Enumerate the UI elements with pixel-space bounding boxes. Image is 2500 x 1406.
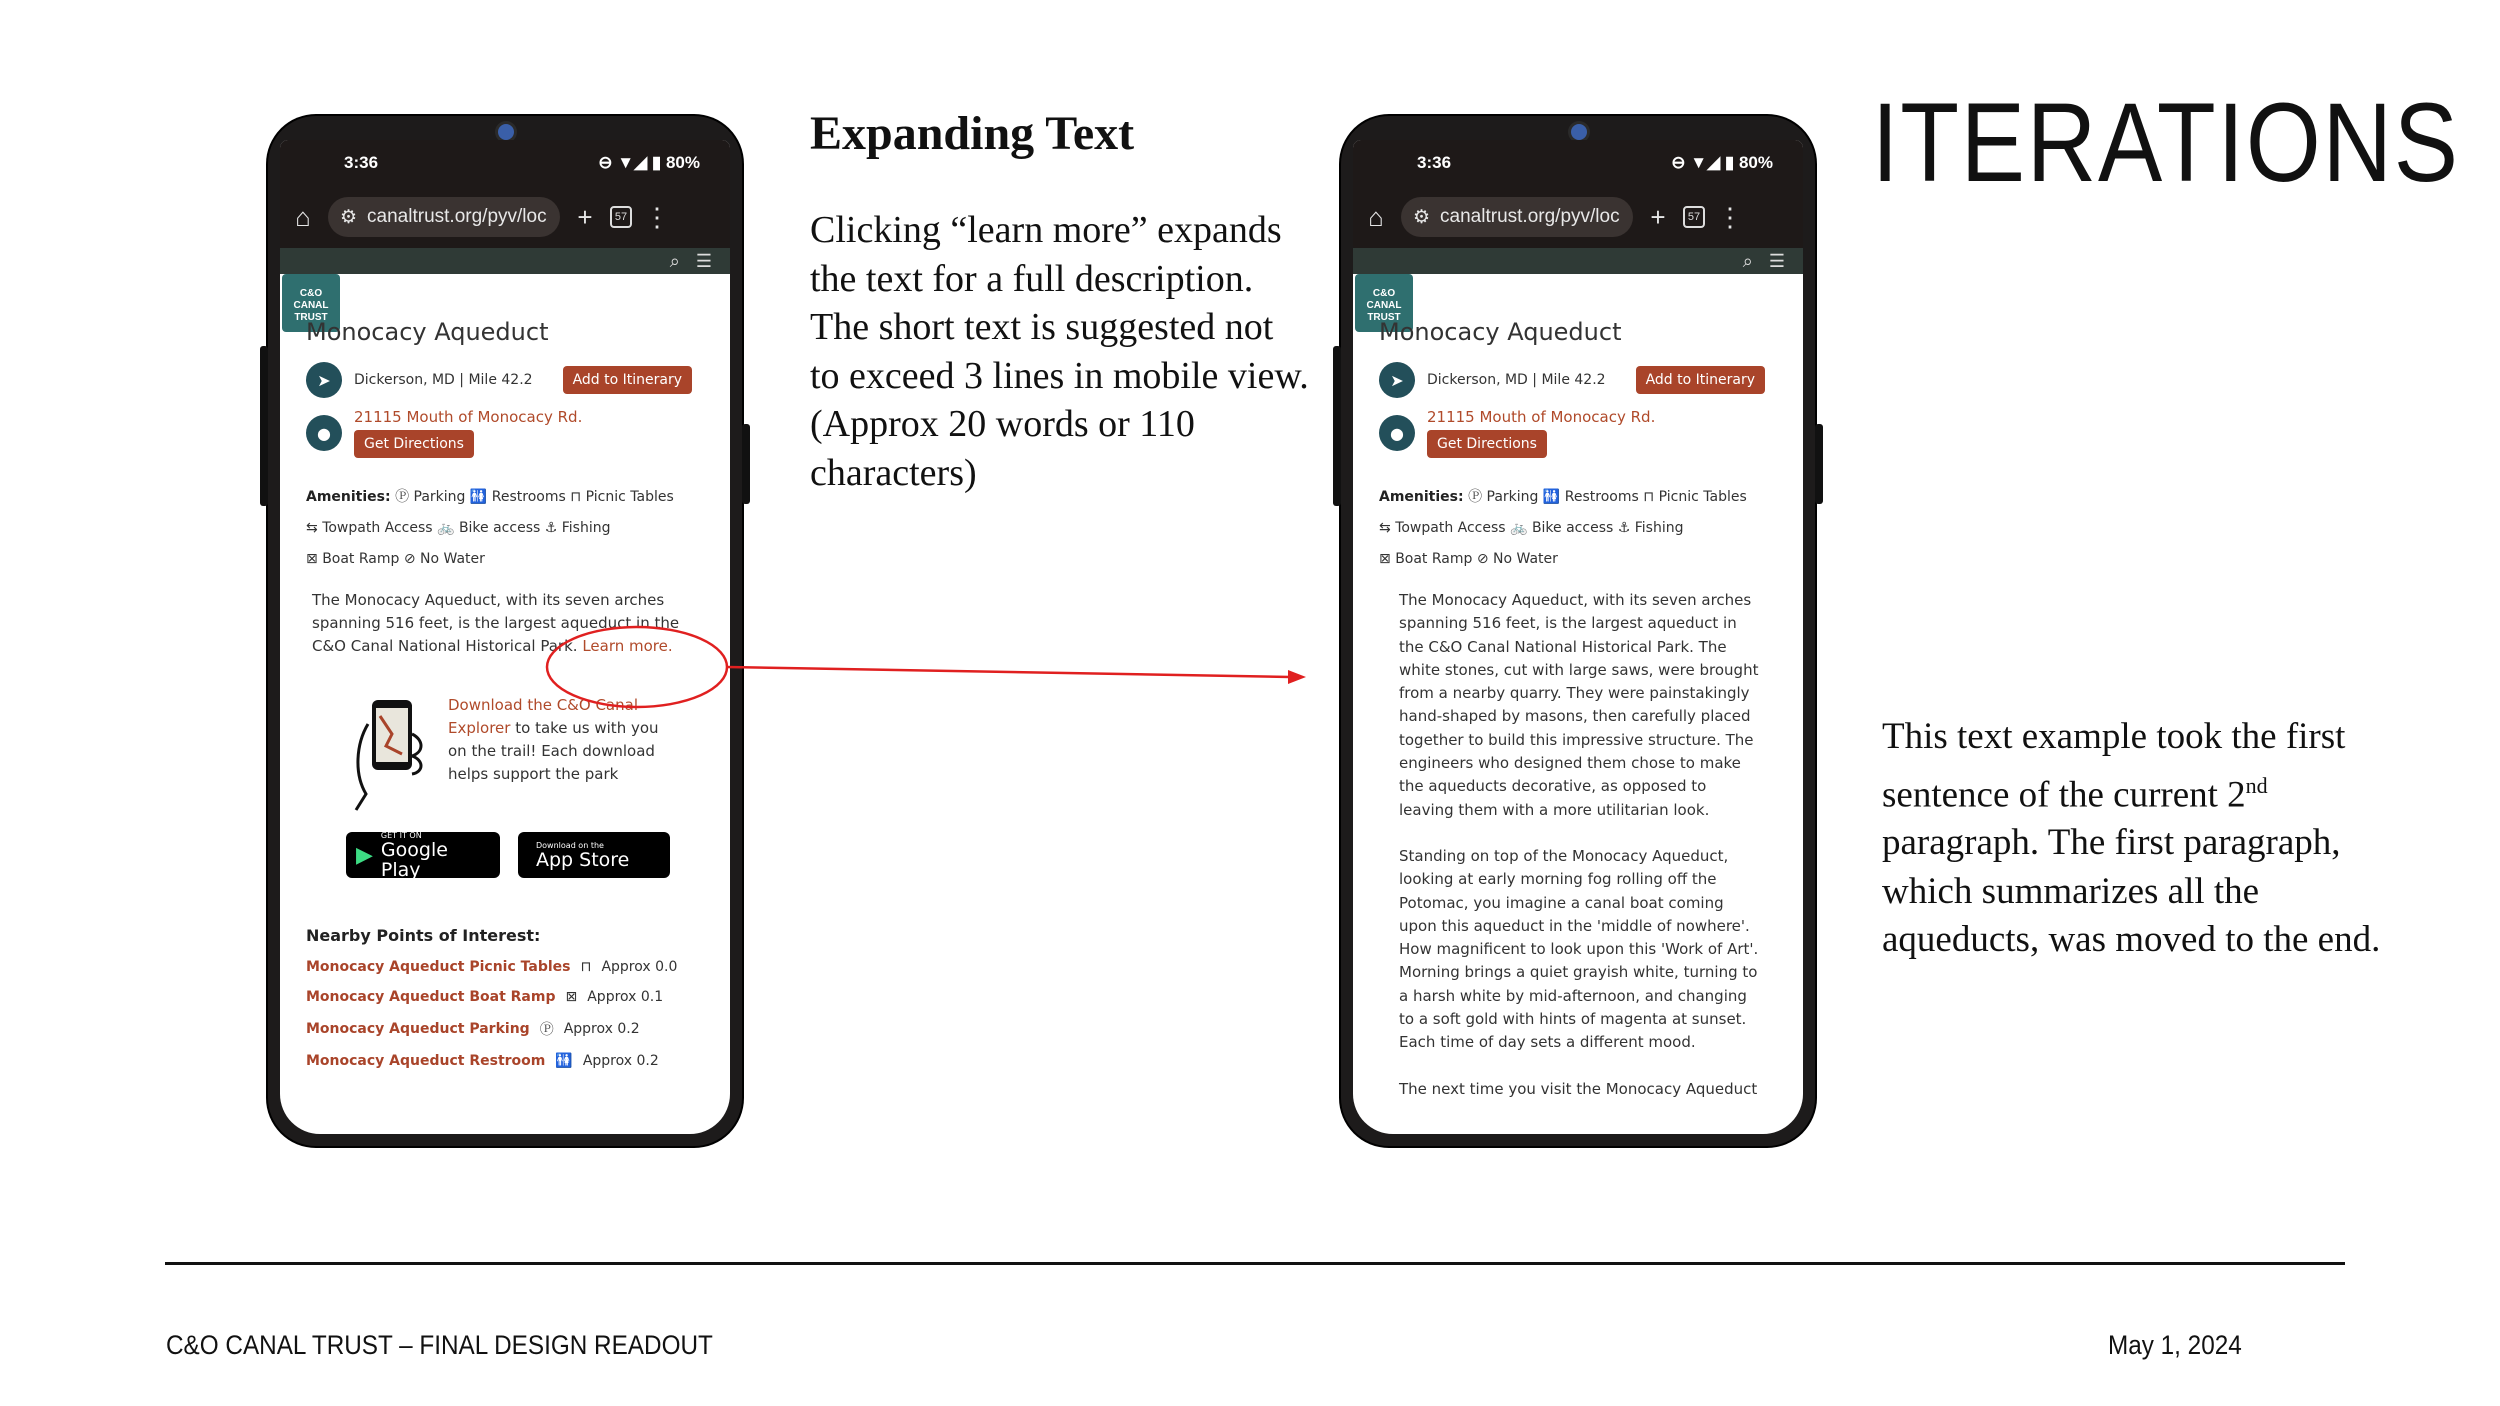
- amenity-item: Picnic Tables: [585, 489, 674, 505]
- footer-date: May 1, 2024: [2108, 1330, 2242, 1360]
- no-water-icon: ⊘: [1476, 551, 1489, 567]
- amenity-item: Bike access: [1531, 520, 1614, 536]
- address-block: [354, 408, 582, 458]
- nearby-heading: Nearby Points of Interest:: [306, 926, 541, 945]
- get-directions-button[interactable]: Get Directions: [354, 430, 474, 458]
- status-bar: [1353, 140, 1803, 186]
- side-button: [1333, 346, 1341, 506]
- picnic-table-icon: ⊓: [580, 959, 592, 975]
- fishing-icon: ⚓: [544, 520, 558, 536]
- nearby-item[interactable]: [306, 959, 704, 975]
- new-tab-icon[interactable]: +: [577, 201, 593, 232]
- home-icon[interactable]: ⌂: [295, 201, 311, 232]
- restrooms-icon: 🚻: [555, 1053, 573, 1069]
- picnic-table-icon: ⊓: [570, 489, 582, 505]
- note-superscript: nd: [2245, 772, 2268, 798]
- amenity-item: Picnic Tables: [1658, 489, 1747, 505]
- app-store-big: App Store: [536, 848, 630, 871]
- note-part-1: This text example took the first sentence of the current 2: [1882, 716, 2346, 815]
- expanded-description: [1379, 589, 1777, 1101]
- phone-screen: [280, 140, 730, 1134]
- towpath-icon: ⇆: [306, 520, 318, 536]
- amenities-list: [1379, 482, 1777, 575]
- parking-icon: Ⓟ: [1468, 489, 1483, 505]
- amenity-item: Parking: [413, 489, 466, 505]
- expanded-paragraph-2: Standing on top of the Monocacy Aqueduct, looking at early morning fog rolling off the Potomac, you imagine a canal boat coming upon this aqueduct in the 'middle of nowhere'. How magnificent to look upon this 'Work of Art'. Morning brings a quiet grayish white, turning to a harsh white by mid-afternoon, and changing to a soft gold with hints of magenta at sunset. Each time of day sets a different mood.: [1399, 846, 1759, 1052]
- phone-screen: [1353, 140, 1803, 1134]
- parking-icon: Ⓟ: [539, 1022, 554, 1038]
- nearby-item[interactable]: [306, 1053, 704, 1069]
- browser-toolbar: [1353, 186, 1803, 248]
- boat-ramp-icon: ⊠: [565, 989, 578, 1005]
- expanded-paragraph-3: The next time you visit the Monocacy Aqueduct: [1399, 1079, 1758, 1098]
- boat-ramp-icon: ⊠: [1379, 551, 1391, 567]
- site-header: [1353, 248, 1803, 274]
- place-page: [280, 318, 730, 1069]
- promo-text: [448, 694, 668, 812]
- amenities-list: [306, 482, 704, 575]
- search-icon[interactable]: ⌕: [1742, 250, 1753, 271]
- location-row: [306, 362, 704, 398]
- phone-mockup-collapsed: [268, 116, 742, 1146]
- nearby-item-name[interactable]: Monocacy Aqueduct Parking: [306, 1021, 530, 1037]
- boat-ramp-icon: ⊠: [306, 551, 318, 567]
- expanded-paragraph-1: The Monocacy Aqueduct, with its seven arches spanning 516 feet, is the largest aqueduct in the C&O Canal National Historical Park. The white stones, cut with large saws, were brought from a nearby quarry. They were painstakingly hand-shaped by masons, then carefully placed together to build this impressive structure. The engineers who designed them chose to make the aqueducts decorative, as opposed to leaving them with a more utilitarian look.: [1399, 591, 1759, 819]
- phone-mockup-expanded: [1341, 116, 1815, 1146]
- google-play-small: GET IT ON: [380, 830, 422, 840]
- location-text: Dickerson, MD | Mile 42.2: [354, 372, 533, 388]
- get-directions-button[interactable]: Get Directions: [1427, 430, 1547, 458]
- nearby-item[interactable]: [306, 989, 704, 1005]
- bike-icon: 🚲: [437, 520, 455, 536]
- place-page: [1353, 318, 1803, 1101]
- bike-icon: 🚲: [1510, 520, 1528, 536]
- nearby-item-distance: Approx 0.0: [601, 959, 678, 975]
- store-badges: [306, 830, 704, 881]
- amenity-item: No Water: [420, 551, 485, 567]
- nearby-item-distance: Approx 0.2: [582, 1053, 659, 1069]
- battery-level: 80%: [665, 153, 700, 172]
- browser-toolbar: [280, 186, 730, 248]
- site-settings-icon[interactable]: ⚙: [1413, 206, 1431, 228]
- place-title: Monocacy Aqueduct: [306, 318, 549, 346]
- hamburger-menu-icon[interactable]: ☰: [1768, 250, 1785, 271]
- restrooms-icon: 🚻: [1542, 489, 1561, 505]
- note-text: [1882, 713, 2402, 965]
- note-part-2: paragraph. The first paragraph, which summarizes all the aqueducts, was moved to the end.: [1882, 822, 2381, 961]
- add-to-itinerary-button[interactable]: Add to Itinerary: [563, 366, 692, 394]
- status-time: 3:36: [344, 153, 379, 172]
- status-icons: ⊖ ▼◢ ▮ 80%: [1671, 153, 1773, 172]
- app-store-text: [536, 841, 629, 870]
- google-play-big: Google Play: [380, 838, 448, 881]
- amenity-item: Restrooms: [1564, 489, 1639, 505]
- location-text: Dickerson, MD | Mile 42.2: [1427, 372, 1606, 388]
- camera-icon: [498, 124, 514, 140]
- app-store-small: Download on the: [536, 840, 604, 850]
- section-heading: Expanding Text: [810, 107, 1135, 160]
- app-store-badge[interactable]: [518, 832, 670, 878]
- amenity-item: Bike access: [458, 520, 541, 536]
- site-settings-icon[interactable]: ⚙: [340, 206, 358, 228]
- amenities-label: Amenities:: [1379, 489, 1464, 505]
- battery-level: 80%: [1738, 153, 1773, 172]
- footer-title: C&O CANAL TRUST – FINAL DESIGN READOUT: [166, 1330, 713, 1360]
- address-link[interactable]: 21115 Mouth of Monocacy Rd.: [354, 408, 583, 426]
- amenity-item: Boat Ramp: [1395, 551, 1473, 567]
- amenity-item: Towpath Access: [322, 520, 433, 536]
- short-text: The Monocacy Aqueduct, with its seven arches spanning 516 feet, is the largest aqueduct in the C&O Canal National Historical Park.: [312, 591, 680, 655]
- search-icon[interactable]: ⌕: [669, 250, 680, 271]
- address-link[interactable]: 21115 Mouth of Monocacy Rd.: [1427, 408, 1656, 426]
- new-tab-icon[interactable]: +: [1650, 201, 1666, 232]
- footer-divider: [165, 1262, 2345, 1265]
- address-row: [306, 408, 704, 458]
- amenity-item: Fishing: [561, 520, 611, 536]
- learn-more-link[interactable]: Learn more.: [582, 637, 673, 655]
- navigation-arrow-icon: ➤: [306, 362, 342, 398]
- promo-rest: to take us with you on the trail! Each download helps support the park: [448, 719, 659, 783]
- add-to-itinerary-button[interactable]: Add to Itinerary: [1636, 366, 1765, 394]
- map-pin-icon: ●: [1379, 415, 1415, 451]
- amenity-item: Fishing: [1634, 520, 1684, 536]
- parking-icon: Ⓟ: [395, 489, 410, 505]
- status-icons: ⊖ ▼◢ ▮ 80%: [598, 153, 700, 172]
- status-time: 3:36: [1417, 153, 1452, 172]
- navigation-arrow-icon: ➤: [1379, 362, 1415, 398]
- nearby-item[interactable]: [306, 1019, 704, 1039]
- url-text: canaltrust.org/pyv/loc: [1440, 206, 1620, 227]
- address-block: [1427, 408, 1655, 458]
- side-button: [260, 346, 268, 506]
- google-play-badge[interactable]: [346, 830, 500, 881]
- amenity-item: Towpath Access: [1395, 520, 1506, 536]
- amenities-label: Amenities:: [306, 489, 391, 505]
- camera-icon: [1571, 124, 1587, 140]
- google-play-text: [381, 831, 490, 880]
- no-water-icon: ⊘: [403, 551, 416, 567]
- picnic-table-icon: ⊓: [1643, 489, 1655, 505]
- site-header: [280, 248, 730, 274]
- map-pin-icon: ●: [306, 415, 342, 451]
- nearby-item-distance: Approx 0.2: [563, 1021, 640, 1037]
- tab-count-button[interactable]: 57: [1683, 206, 1705, 228]
- side-button: [742, 424, 750, 504]
- nearby-item-name[interactable]: Monocacy Aqueduct Restroom: [306, 1053, 546, 1069]
- restrooms-icon: 🚻: [469, 489, 488, 505]
- amenity-item: Parking: [1486, 489, 1539, 505]
- towpath-icon: ⇆: [1379, 520, 1391, 536]
- short-description: [306, 589, 704, 658]
- app-download-link[interactable]: Download the C&O Canal Explorer: [448, 696, 638, 737]
- more-menu-icon[interactable]: ⋮: [644, 201, 670, 232]
- app-promo: [306, 694, 704, 812]
- url-bar[interactable]: [1401, 197, 1633, 237]
- tab-count-button[interactable]: 57: [610, 206, 632, 228]
- annotation-arrow-line: [727, 667, 1290, 677]
- amenity-item: No Water: [1493, 551, 1558, 567]
- nearby-item-distance: Approx 0.1: [587, 989, 664, 1005]
- amenity-item: Restrooms: [491, 489, 566, 505]
- fishing-icon: ⚓: [1617, 520, 1631, 536]
- amenity-item: Boat Ramp: [322, 551, 400, 567]
- place-title: Monocacy Aqueduct: [1379, 318, 1622, 346]
- google-play-icon: ▶: [356, 842, 373, 868]
- hamburger-menu-icon[interactable]: ☰: [695, 250, 712, 271]
- nearby-item-name[interactable]: Monocacy Aqueduct Picnic Tables: [306, 959, 571, 975]
- status-bar: [280, 140, 730, 186]
- canal-trust-logo[interactable]: C&O CANAL TRUST: [1355, 274, 1413, 332]
- url-bar[interactable]: [328, 197, 560, 237]
- annotation-arrow-head: [1288, 670, 1306, 684]
- more-menu-icon[interactable]: ⋮: [1717, 201, 1743, 232]
- slide-title: ITERATIONS: [1871, 80, 2460, 205]
- address-row: [1379, 408, 1777, 458]
- location-row: [1379, 362, 1777, 398]
- nearby-item-name[interactable]: Monocacy Aqueduct Boat Ramp: [306, 989, 556, 1005]
- home-icon[interactable]: ⌂: [1368, 201, 1384, 232]
- phone-in-hand-icon: [346, 694, 432, 812]
- description-text: Clicking “learn more” expands the text for a full description. The short text is suggested not to exceed 3 lines in mobile view. (Approx 20 words or 110 characters): [810, 209, 1309, 494]
- canal-trust-logo[interactable]: C&O CANAL TRUST: [282, 274, 340, 332]
- side-button: [1815, 424, 1823, 504]
- url-text: canaltrust.org/pyv/loc: [367, 206, 547, 227]
